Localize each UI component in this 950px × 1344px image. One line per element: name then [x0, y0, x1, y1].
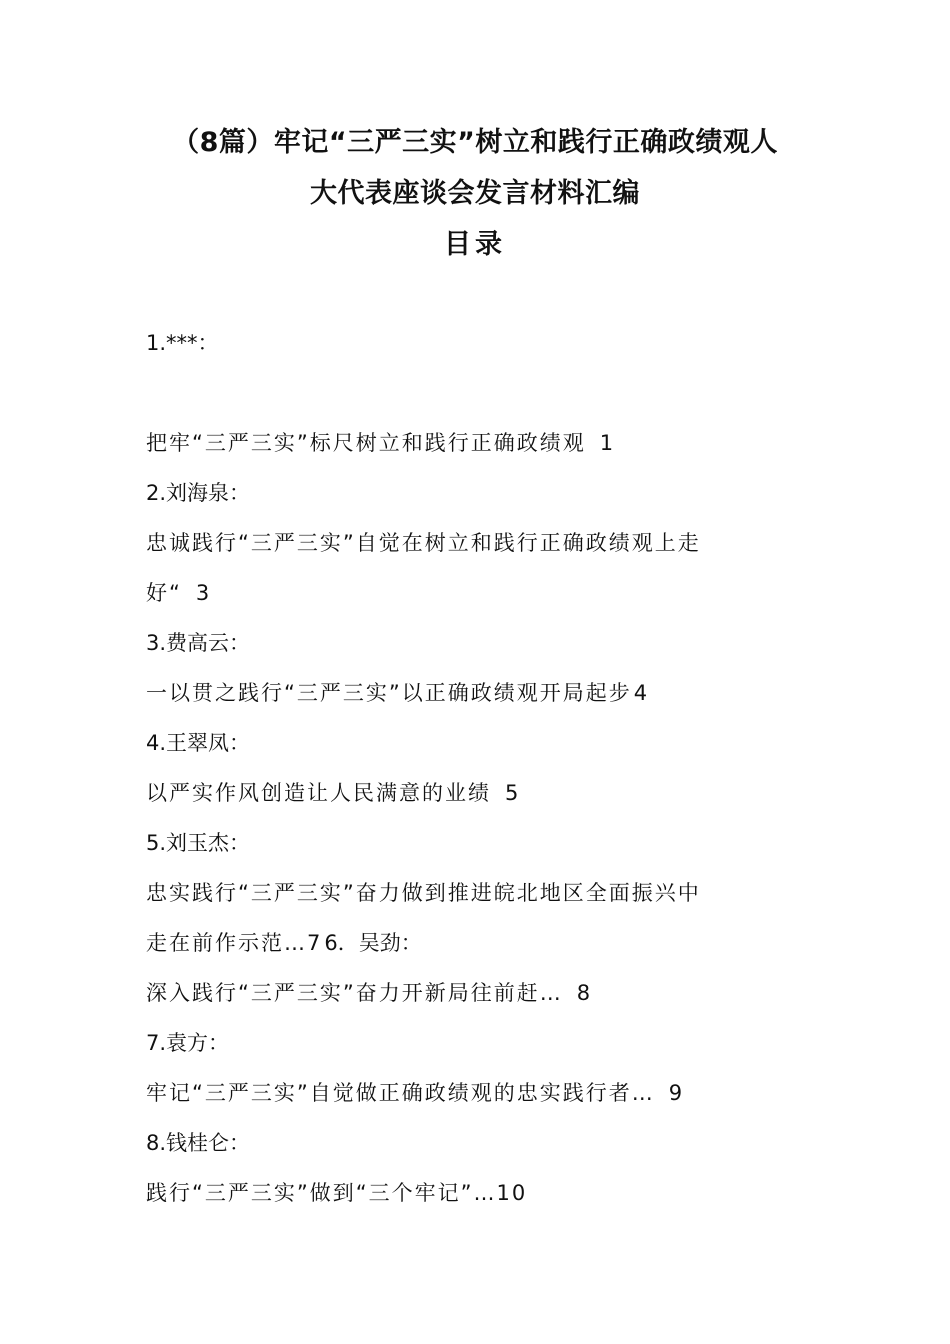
toc-page-number: 8 [576, 981, 591, 1005]
toc-heading: 目录 [444, 229, 506, 260]
document-title-line-2: 大代表座谈会发言材料汇编 [310, 178, 640, 209]
toc-speaker-5: 5.刘玉杰： [146, 831, 251, 855]
blank-line [146, 368, 826, 418]
toc-speaker-1: 1.***： [146, 331, 219, 355]
toc-speaker-2: 2.刘海泉： [146, 481, 251, 505]
toc-entry-title: 践行“三严三实”做到“三个牢记”…10 [146, 1181, 528, 1205]
toc-page-number: 1 [599, 431, 614, 455]
toc-speaker-7: 7.袁方： [146, 1031, 230, 1055]
toc-entry-title: 把牢“三严三实”标尺树立和践行正确政绩观 [146, 431, 586, 455]
toc-entry-title: 深入践行“三严三实”奋力开新局往前赶… [146, 981, 563, 1005]
toc-speaker-6: 6．吴劲： [324, 931, 422, 955]
toc-entry-title-continued: 走在前作示范…7 [146, 931, 323, 955]
table-of-contents [146, 318, 826, 1218]
toc-speaker-8: 8.钱桂仑： [146, 1131, 251, 1155]
toc-entry-6[interactable] [146, 968, 826, 1018]
toc-entry-3[interactable] [146, 668, 826, 718]
toc-entry-5-continued[interactable] [146, 918, 826, 968]
toc-entry-title: 忠实践行“三严三实”奋力做到推进皖北地区全面振兴中 [146, 881, 701, 905]
toc-entry-title: 一以贯之践行“三严三实”以正确政绩观开局起步 [146, 681, 632, 705]
toc-speaker-3: 3.费高云： [146, 631, 251, 655]
toc-entry-4[interactable] [146, 768, 826, 818]
toc-entry-7[interactable] [146, 1068, 826, 1118]
toc-entry-title: 牢记“三严三实”自觉做正确政绩观的忠实践行者… [146, 1081, 655, 1105]
toc-page-number: 5 [505, 781, 519, 805]
toc-entry-8[interactable] [146, 1168, 826, 1218]
toc-entry-title-continued: 好“ [146, 581, 182, 605]
toc-page-number: 3 [195, 581, 210, 605]
toc-page-number: 4 [633, 681, 648, 705]
toc-entry-5[interactable] [146, 868, 826, 918]
toc-entry-2[interactable] [146, 518, 826, 568]
document-title-line-1: （8篇）牢记“三严三实”树立和践行正确政绩观人 [172, 127, 778, 158]
toc-entry-1[interactable] [146, 418, 826, 468]
toc-page-number: 9 [668, 1081, 683, 1105]
toc-entry-title: 忠诚践行“三严三实”自觉在树立和践行正确政绩观上走 [146, 531, 701, 555]
toc-entry-2-continued[interactable] [146, 568, 826, 618]
toc-speaker-4: 4.王翠凤： [146, 731, 251, 755]
toc-entry-title: 以严实作风创造让人民满意的业绩 [146, 781, 491, 805]
